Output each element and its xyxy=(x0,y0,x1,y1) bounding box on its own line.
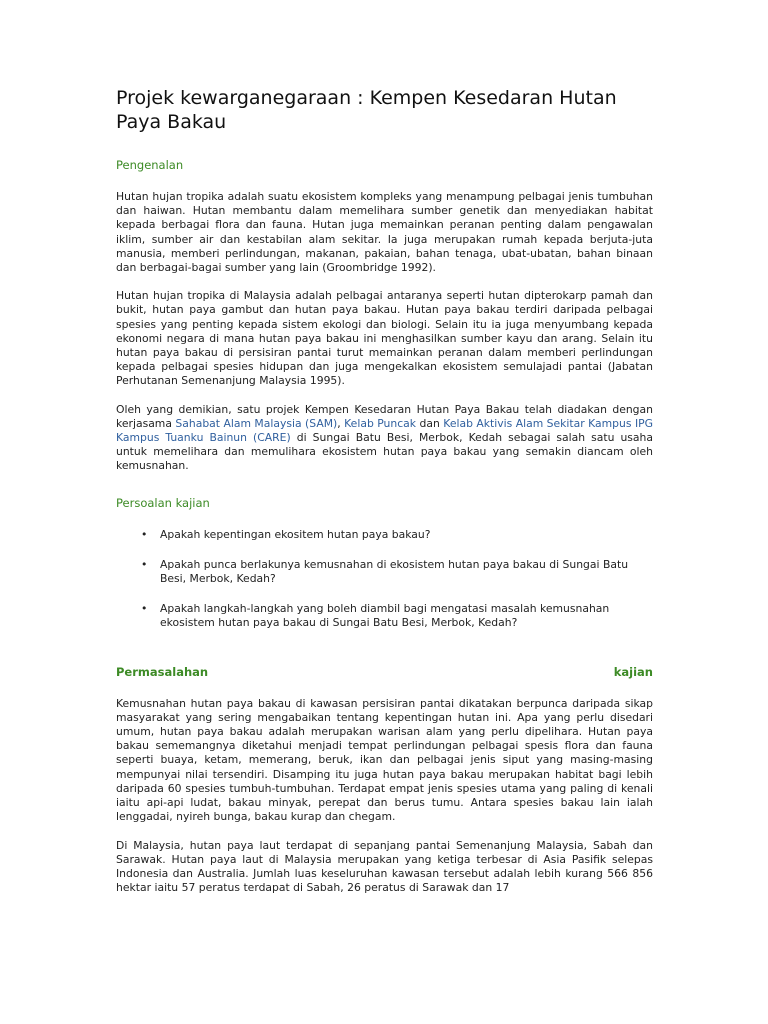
paragraph-text: dan xyxy=(416,416,444,430)
paragraph-problem-1: Kemusnahan hutan paya bakau di kawasan persisiran pantai dikatakan berpunca daripada sikap masyarakat yang sering mengabaikan tentang kepentingan hutan ini. Apa yang perlu disedari umum, hutan paya bakau adalah merupakan warisan alam yang perlu dipelihara. Hutan paya bakau sememangnya diketahui menjadi tempat perlindungan pelbagai spesis flora dan fauna seperti buaya, ketam, memerang, beruk, ikan dan pelbagai jenis siput yang masing-masing mempunyai nilai tersendiri. Disamping itu juga hutan paya bakau merupakan habitat bagi lebih daripada 60 spesies tumbuh-tumbuhan. Terdapat empat jenis spesies utama yang paling di kenali iaitu api-api ludat, bakau minyak, perepat dan berus tumu. Antara spesies bakau lain ialah lenggadai, nyireh bunga, bakau kurap dan chegam. xyxy=(116,696,653,824)
question-text: Apakah langkah-langkah yang boleh diambil bagi mengatasi masalah kemusnahan ekosistem hutan paya bakau di Sungai Batu Besi, Merbok, Kedah? xyxy=(160,602,610,630)
link-sahabat-alam-malaysia[interactable]: Sahabat Alam Malaysia (SAM) xyxy=(175,416,338,430)
heading-left: Permasalahan xyxy=(116,664,209,679)
question-text: Apakah kepentingan ekositem hutan paya bakau? xyxy=(160,527,431,541)
link-kelab-puncak[interactable]: Kelab Puncak xyxy=(344,416,417,430)
section-heading-persoalan-kajian: Persoalan kajian xyxy=(116,495,210,510)
paragraph-intro-1: Hutan hujan tropika adalah suatu ekosistem kompleks yang menampung pelbagai jenis tumbuhan dan haiwan. Hutan membantu dalam memelihara sumber genetik dan menyediakan habitat kepada berbagai flora dan fauna. Hutan juga memainkan peranan penting dalam pengawalan iklim, sumber air dan kestabilan alam sekitar. Ia juga merupakan rumah kepada berjuta-juta manusia, memberi perlindungan, makanan, pakaian, bahan tenaga, ubat-ubatan, bahan binaan dan berbagai-bagai sumber yang lain (Groombridge 1992). xyxy=(116,190,653,275)
paragraph-text: , xyxy=(337,416,345,430)
bullet-icon: • xyxy=(141,602,148,616)
paragraph-intro-2: Hutan hujan tropika di Malaysia adalah pelbagai antaranya seperti hutan dipterokarp pamah dan bukit, hutan paya gambut dan hutan paya bakau. Hutan paya bakau terdiri daripada pelbagai spesies yang penting kepada sistem ekologi dan biologi. Selain itu ia juga menyumbang kepada ekonomi negara di mana hutan paya bakau ini menghasilkan sumber kayu dan arang. Selain itu hutan paya bakau di persisiran pantai turut memainkan peranan dalam memberi perlindungan kepada pelbagai spesies hidupan dan juga mengekalkan ekosistem semulajadi pantai (Jabatan Perhutanan Semenanjung Malaysia 1995). xyxy=(116,289,653,388)
paragraph-intro-3 xyxy=(116,403,653,474)
list-item xyxy=(116,602,653,630)
section-heading-permasalahan-kajian xyxy=(116,665,653,680)
heading-right: kajian xyxy=(613,664,653,679)
bullet-icon: • xyxy=(141,527,148,541)
question-list xyxy=(116,528,653,631)
list-item xyxy=(116,528,653,542)
paragraph-text: di Sungai Batu Besi, Merbok, Kedah sebagai salah satu usaha untuk memelihara dan memulihara ekosistem hutan paya bakau yang semakin diancam oleh kemusnahan. xyxy=(116,431,653,473)
paragraph-text: Oleh yang demikian, satu projek Kempen Kesedaran Hutan Paya Bakau telah diadakan dengan kerjasama xyxy=(116,402,653,430)
document-title: Projek kewarganegaraan : Kempen Kesedaran Hutan Paya Bakau xyxy=(116,87,617,133)
list-item xyxy=(116,558,653,586)
paragraph-problem-2: Di Malaysia, hutan paya laut terdapat di sepanjang pantai Semenanjung Malaysia, Sabah dan Sarawak. Hutan paya laut di Malaysia merupakan yang ketiga terbesar di Asia Pasifik selepas Indonesia dan Australia. Jumlah luas keseluruhan kawasan tersebut adalah lebih kurang 566 856 hektar iaitu 57 peratus terdapat di Sabah, 26 peratus di Sarawak dan 17 xyxy=(116,838,653,895)
link-kelab-aktivis-alam-sekitar[interactable]: Kelab Aktivis Alam Sekitar Kampus IPG Kampus Tuanku Bainun (CARE) xyxy=(116,416,654,445)
document-page xyxy=(116,86,653,909)
question-text: Apakah punca berlakunya kemusnahan di ekosistem hutan paya bakau di Sungai Batu Besi, Merbok, Kedah? xyxy=(160,557,629,586)
section-heading-pengenalan: Pengenalan xyxy=(116,158,184,172)
bullet-icon: • xyxy=(141,557,148,571)
